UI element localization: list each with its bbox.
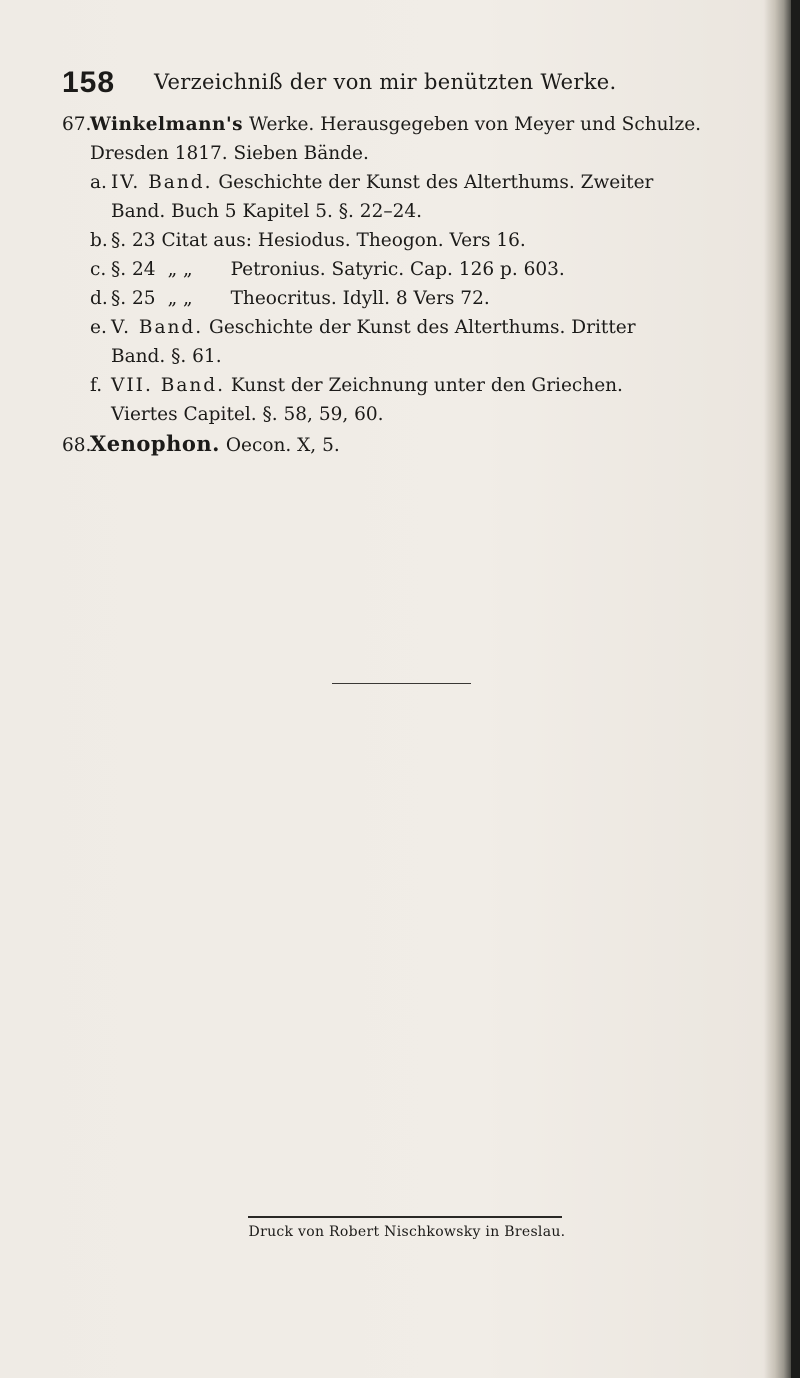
ditto-marks: „ „	[167, 259, 193, 280]
subitem-label: b.	[90, 230, 108, 251]
bibliography-list	[62, 110, 782, 460]
printer-imprint: Druck von Robert Nischkowsky in Breslau.	[248, 1224, 566, 1240]
subitem-text: Geschichte der Kunst des Alterthums. Dritter	[203, 317, 636, 338]
entry-number: 68.	[62, 435, 92, 456]
subitem-c	[62, 255, 782, 284]
subitem-label: f.	[90, 375, 103, 396]
section-divider	[332, 683, 471, 684]
subitem-label: d.	[90, 288, 108, 309]
subitem-text: Theocritus. Idyll. 8 Vers 72.	[230, 288, 490, 309]
entry-title: Werke. Herausgegeben von Meyer und Schulze.	[243, 114, 702, 135]
page-number: 158	[62, 66, 116, 99]
subitem-a	[62, 168, 782, 197]
entry-author: Xenophon.	[90, 431, 220, 456]
subitem-f-continuation: Viertes Capitel. §. 58, 59, 60.	[111, 404, 384, 425]
entry-67	[62, 110, 782, 429]
running-title: Verzeichniß der von mir benützten Werke.	[154, 70, 617, 94]
entry-67-title-line	[62, 110, 782, 139]
subitem-text: Petronius. Satyric. Cap. 126 p. 603.	[230, 259, 565, 280]
subitem-label: e.	[90, 317, 107, 338]
entry-author: Winkelmann's	[90, 114, 244, 135]
footer-rule	[248, 1216, 562, 1218]
page-header	[62, 66, 702, 106]
subitem-label: a.	[90, 172, 107, 193]
entry-67-imprint: Dresden 1817. Sieben Bände.	[90, 143, 369, 164]
subitem-volume: IV. Band.	[111, 172, 213, 193]
subitem-label: c.	[90, 259, 107, 280]
entry-number: 67.	[62, 114, 92, 135]
entry-68-title-line	[62, 429, 782, 460]
entry-68	[62, 429, 782, 460]
subitem-volume: VII. Band.	[111, 375, 225, 396]
subitem-section: §. 24	[111, 259, 156, 280]
subitem-volume: V. Band.	[111, 317, 204, 338]
subitem-f	[62, 371, 782, 400]
subitem-section: §. 23	[111, 230, 156, 251]
subitem-text: Geschichte der Kunst des Alterthums. Zweiter	[212, 172, 654, 193]
subitem-e	[62, 313, 782, 342]
book-spine-edge	[791, 0, 800, 1378]
ditto-marks: „ „	[167, 288, 193, 309]
subitem-a-continuation: Band. Buch 5 Kapitel 5. §. 22–24.	[111, 201, 423, 222]
subitem-e-continuation: Band. §. 61.	[111, 346, 222, 367]
entry-title: Oecon. X, 5.	[219, 435, 340, 456]
subitem-text: Citat aus: Hesiodus. Theogon. Vers 16.	[155, 230, 526, 251]
subitem-b	[62, 226, 782, 255]
subitem-d	[62, 284, 782, 313]
subitem-section: §. 25	[111, 288, 156, 309]
subitem-text: Kunst der Zeichnung unter den Griechen.	[225, 375, 623, 396]
